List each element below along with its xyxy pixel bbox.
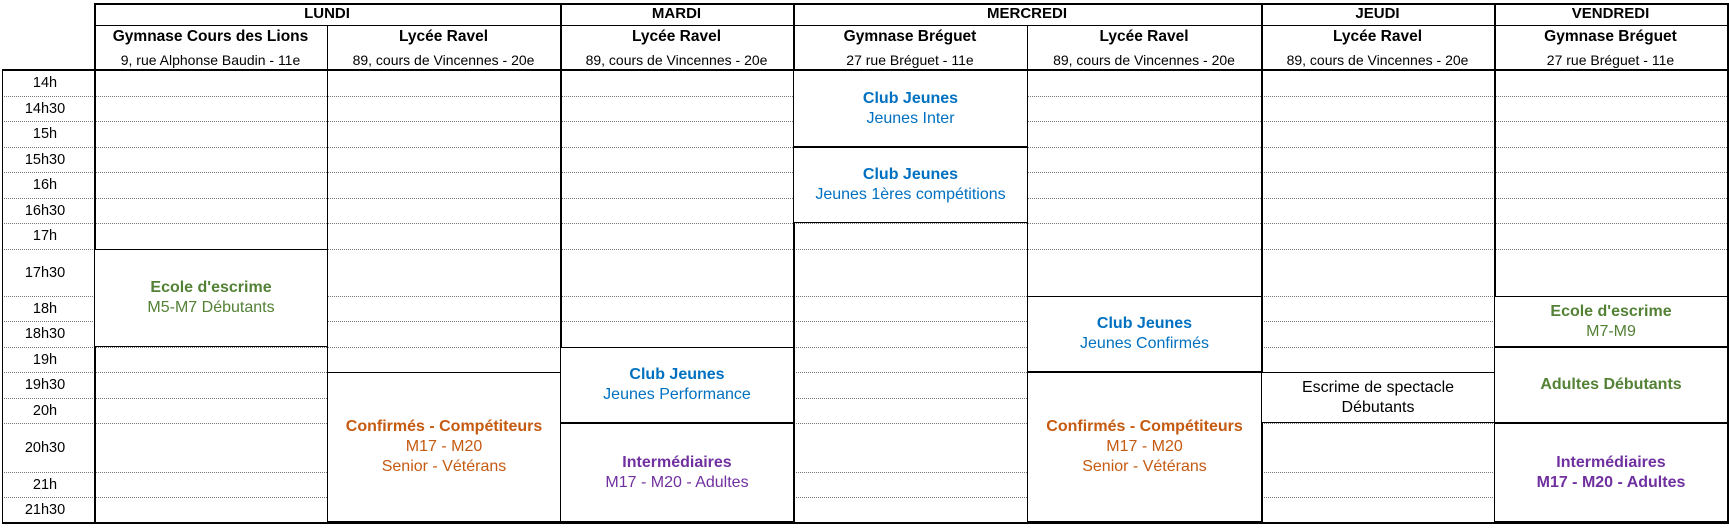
event-detail: M17 - M20 — [405, 438, 483, 455]
time-label: 19h — [32, 351, 58, 368]
event-title: Adultes Débutants — [1540, 376, 1682, 393]
column-border — [1261, 3, 1263, 524]
day-header: LUNDI — [304, 5, 350, 22]
event-block — [561, 423, 793, 522]
time-label: 14h — [32, 75, 58, 91]
venue-name: Gymnase Bréguet — [843, 28, 977, 45]
venue-address: 9, rue Alphonse Baudin - 11e — [120, 52, 301, 68]
time-label: 21h30 — [24, 501, 66, 518]
row-separator — [2, 347, 1727, 348]
row-separator — [2, 423, 1727, 424]
event-detail: M5-M7 Débutants — [147, 299, 275, 316]
row-separator — [2, 472, 1727, 473]
event-title: Club Jeunes — [1096, 315, 1193, 332]
event-title: Club Jeunes — [629, 366, 725, 383]
day-header: MARDI — [651, 5, 702, 22]
event-detail: Jeunes Confirmés — [1080, 335, 1209, 352]
event-block — [794, 70, 1027, 147]
time-label: 18h30 — [24, 326, 66, 342]
time-label: 16h — [32, 177, 58, 193]
day-header: VENDREDI — [1571, 5, 1650, 22]
event-detail: M17 - M20 — [1106, 438, 1183, 455]
event-block — [95, 249, 327, 347]
time-label: 16h30 — [24, 202, 66, 219]
event-block — [1495, 423, 1727, 522]
venue-name: Lycée Ravel — [1099, 28, 1189, 45]
event-detail: Escrime de spectacle — [1301, 378, 1455, 396]
time-label: 21h — [32, 476, 58, 493]
venue-address: 89, cours de Vincennes - 20e — [585, 52, 768, 68]
event-title: Confirmés - Compétiteurs — [345, 418, 543, 435]
venue-address: 89, cours de Vincennes - 20e — [352, 52, 535, 68]
time-label: 19h30 — [24, 377, 66, 393]
event-block — [1262, 372, 1494, 423]
event-detail: Jeunes Inter — [866, 109, 955, 127]
event-block — [1495, 296, 1727, 347]
event-title: Club Jeunes — [862, 89, 959, 107]
venue-address: 89, cours de Vincennes - 20e — [1286, 52, 1469, 68]
row-separator — [2, 223, 1727, 224]
venue-address: 89, cours de Vincennes - 20e — [1053, 52, 1235, 68]
event-detail: M7-M9 — [1586, 322, 1636, 340]
event-detail: M17 - M20 - Adultes — [605, 473, 749, 491]
event-title: Ecole d'escrime — [1550, 302, 1672, 320]
event-block — [561, 347, 793, 423]
time-label: 20h30 — [24, 439, 66, 456]
time-label: 14h30 — [24, 100, 66, 117]
venue-name: Lycée Ravel — [1332, 28, 1423, 45]
day-header: MERCREDI — [986, 5, 1067, 22]
time-label: 15h — [32, 126, 58, 142]
event-detail: Débutants — [1341, 398, 1415, 416]
table-border — [2, 522, 1727, 524]
day-header: JEUDI — [1355, 5, 1400, 22]
event-block — [1028, 296, 1261, 372]
time-label: 15h30 — [24, 151, 66, 168]
time-label: 20h — [32, 402, 58, 419]
event-title: Confirmés - Compétiteurs — [1046, 418, 1243, 435]
event-detail: Jeunes Performance — [603, 386, 751, 403]
event-title: Ecole d'escrime — [150, 279, 272, 296]
event-block — [1495, 347, 1727, 423]
venue-name: Lycée Ravel — [631, 28, 722, 45]
event-detail: Senior - Vétérans — [381, 458, 507, 475]
venue-name: Lycée Ravel — [398, 28, 489, 45]
event-detail: Jeunes 1ères compétitions — [815, 186, 1006, 203]
time-label: 18h — [32, 300, 58, 317]
event-detail: M17 - M20 - Adultes — [1536, 473, 1686, 491]
venue-name: Gymnase Cours des Lions — [112, 28, 309, 45]
event-title: Intermédiaires — [1556, 453, 1666, 471]
venue-name: Gymnase Bréguet — [1544, 28, 1677, 45]
event-title: Club Jeunes — [862, 166, 959, 183]
event-block — [328, 372, 560, 522]
event-block — [1028, 372, 1261, 522]
event-block — [794, 147, 1027, 223]
time-label: 17h — [32, 228, 58, 244]
event-detail: Senior - Vétérans — [1082, 458, 1207, 475]
venue-address: 27 rue Bréguet - 11e — [846, 52, 974, 68]
time-label: 17h30 — [24, 264, 66, 281]
row-separator — [2, 497, 1727, 498]
event-title: Intermédiaires — [622, 453, 732, 471]
venue-address: 27 rue Bréguet - 11e — [1546, 52, 1675, 68]
